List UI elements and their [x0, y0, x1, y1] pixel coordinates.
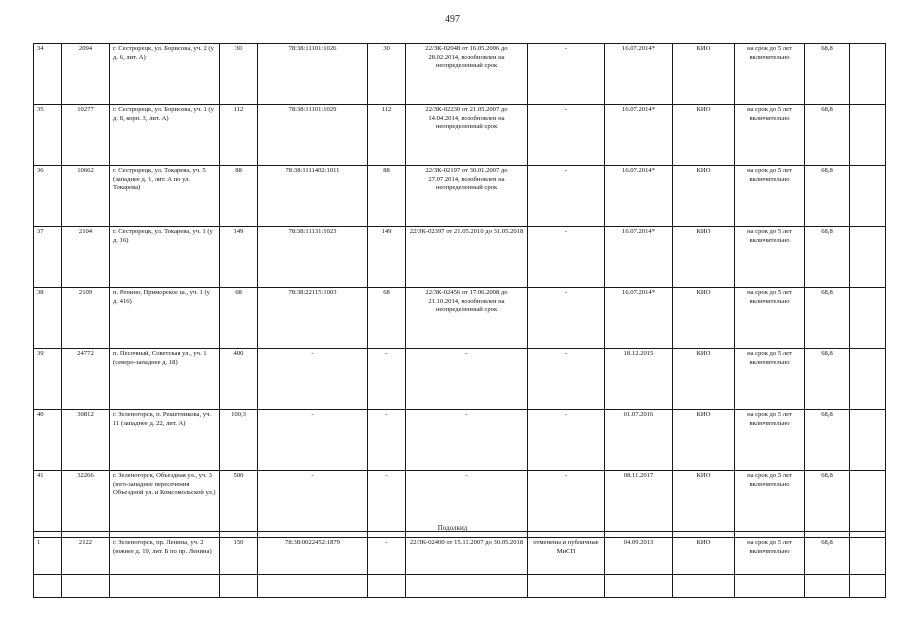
cell-org: КИО: [673, 410, 735, 471]
cell-address: п. Репино, Приморское ш., уч. 1 (у д. 416): [110, 288, 220, 349]
cell-org: КИО: [673, 471, 735, 532]
cell-rate: 68,8: [805, 227, 850, 288]
cell-cadastre: -: [258, 410, 368, 471]
cell-area-2: -: [368, 538, 406, 598]
cell-rate: 68,8: [805, 410, 850, 471]
cell-rate: 68,8: [805, 105, 850, 166]
cell-empty: [850, 349, 886, 410]
cell-term: на срок до 5 лет включительно: [735, 410, 805, 471]
table-row: [34, 471, 886, 532]
cell-number: 1: [34, 538, 62, 598]
cell-note: -: [528, 410, 605, 471]
table-row: [34, 105, 886, 166]
cell-id: 32266: [62, 471, 110, 532]
cell-cadastre: -: [258, 349, 368, 410]
cell-term: на срок до 5 лет включительно: [735, 538, 805, 598]
cell-area-2: -: [368, 471, 406, 532]
cell-note: -: [528, 166, 605, 227]
cell-rate: 68,8: [805, 349, 850, 410]
cell-area-2: 88: [368, 166, 406, 227]
cell-area-2: 112: [368, 105, 406, 166]
cell-area: 88: [220, 166, 258, 227]
cell-number: 34: [34, 44, 62, 105]
cell-org: КИО: [673, 105, 735, 166]
cell-date: 01.07.2016: [605, 410, 673, 471]
cell-cadastre: 78:38:11101:1026: [258, 44, 368, 105]
cell-empty: [850, 44, 886, 105]
cell-note: -: [528, 105, 605, 166]
cell-area: 30: [220, 44, 258, 105]
cell-contract: -: [406, 410, 528, 471]
cell-org: КИО: [673, 288, 735, 349]
cell-contract: 22/ЗК-02456 от 17.06.2008 до 21.10.2014, возобновлен на неопределенный срок: [406, 288, 528, 349]
cell-term: на срок до 5 лет включительно: [735, 288, 805, 349]
cell-rate: 68,8: [805, 471, 850, 532]
cell-empty: [850, 410, 886, 471]
cell-org: КИО: [673, 227, 735, 288]
cell-id: 2122: [62, 538, 110, 598]
cell-org: КИО: [673, 44, 735, 105]
cell-org: КИО: [673, 349, 735, 410]
table-row: [34, 410, 886, 471]
cell-date: 18.12.2015: [605, 349, 673, 410]
cell-address: г. Зеленогорск, пр. Ленина, уч. 2 (южнее д. 19, лит. Б по пр. Ленина): [110, 538, 220, 598]
cell-number: 38: [34, 288, 62, 349]
cell-date: 16.07.2014*: [605, 227, 673, 288]
cell-area: 150: [220, 538, 258, 598]
cell-address: г. Сестрорецк, ул. Токарева, уч. 1 (у д. 16): [110, 227, 220, 288]
cell-cadastre: -: [258, 471, 368, 532]
cell-date: 04.09.2013: [605, 538, 673, 598]
page-number: 497: [445, 14, 460, 25]
cell-term: на срок до 5 лет включительно: [735, 349, 805, 410]
cell-number: 37: [34, 227, 62, 288]
cell-date: 16.07.2014*: [605, 105, 673, 166]
cell-area: 100,3: [220, 410, 258, 471]
main-table: [33, 43, 886, 575]
table-row: [34, 227, 886, 288]
cell-date: 16.07.2014*: [605, 166, 673, 227]
cell-rate: 68,8: [805, 166, 850, 227]
cell-id: 2104: [62, 227, 110, 288]
table-row: [34, 44, 886, 105]
cell-note: -: [528, 471, 605, 532]
cell-id: 30812: [62, 410, 110, 471]
cell-note: -: [528, 44, 605, 105]
table-row: [34, 538, 886, 598]
cell-contract: -: [406, 471, 528, 532]
cell-number: 36: [34, 166, 62, 227]
cell-cadastre: 78:38:11131:1023: [258, 227, 368, 288]
cell-term: на срок до 5 лет включительно: [735, 44, 805, 105]
cell-id: 10662: [62, 166, 110, 227]
cell-contract: -: [406, 349, 528, 410]
cell-note: отменены и публичные МиСП: [528, 538, 605, 598]
cell-term: на срок до 5 лет включительно: [735, 227, 805, 288]
cell-address: г. Зеленогорск, Объездная ул., уч. 3 (юго-западнее пересечения Объездной ул. и Комсомольской ул.): [110, 471, 220, 532]
cell-empty: [850, 166, 886, 227]
cell-term: на срок до 5 лет включительно: [735, 105, 805, 166]
cell-term: на срок до 5 лет включительно: [735, 471, 805, 532]
cell-note: -: [528, 288, 605, 349]
cell-cadastre: 78:38:22115:1003: [258, 288, 368, 349]
cell-cadastre: 78:38:1111402:1011: [258, 166, 368, 227]
cell-contract: 22/ЗК-02197 от 30.01.2007 до 27.07.2014, возобновлен на неопределенный срок: [406, 166, 528, 227]
table-row: [34, 166, 886, 227]
cell-number: 41: [34, 471, 62, 532]
cell-area-2: 30: [368, 44, 406, 105]
cell-empty: [850, 105, 886, 166]
cell-contract: 22/ЗК-02230 от 21.05.2007 до 14.04.2014, возобновлен на неопределенный срок: [406, 105, 528, 166]
cell-area-2: -: [368, 349, 406, 410]
cell-address: г. Сестрорецк, ул. Токарева, уч. 5 (западнее д. 1, лит. А по ул. Токарева): [110, 166, 220, 227]
cell-term: на срок до 5 лет включительно: [735, 166, 805, 227]
cell-contract: 22/ЗК-02048 от 16.05.2006 до 28.02.2014, возобновлен на неопределенный срок: [406, 44, 528, 105]
cell-id: 2094: [62, 44, 110, 105]
cell-area: 149: [220, 227, 258, 288]
cell-rate: 68,8: [805, 538, 850, 598]
cell-area: 400: [220, 349, 258, 410]
cell-area-2: -: [368, 410, 406, 471]
cell-area: 68: [220, 288, 258, 349]
cell-address: г. Сестрорецк, ул. Борисова, уч. 1 (у д. 8, корп. 3, лит. А): [110, 105, 220, 166]
cell-number: 40: [34, 410, 62, 471]
cell-date: 16.07.2014*: [605, 288, 673, 349]
cell-empty: [850, 288, 886, 349]
cell-date: 08.11.2017: [605, 471, 673, 532]
cell-note: -: [528, 349, 605, 410]
cell-area-2: 149: [368, 227, 406, 288]
cell-id: 10277: [62, 105, 110, 166]
cell-address: г. Сестрорецк, ул. Борисова, уч. 2 (у д. 6, лит. А): [110, 44, 220, 105]
cell-contract: 22/ЗК-02400 от 15.11.2007 до 30.05.2018: [406, 538, 528, 598]
cell-date: 16.07.2014*: [605, 44, 673, 105]
cell-address: п. Песочный, Советская ул., уч. 1 (северо-западнее д. 18): [110, 349, 220, 410]
cell-area-2: 68: [368, 288, 406, 349]
cell-rate: 68,8: [805, 288, 850, 349]
cell-note: -: [528, 227, 605, 288]
table-row: [34, 288, 886, 349]
cell-area: 112: [220, 105, 258, 166]
cell-empty: [850, 538, 886, 598]
cell-area: 500: [220, 471, 258, 532]
cell-empty: [850, 227, 886, 288]
cell-number: 39: [34, 349, 62, 410]
cell-cadastre: 78:38:0022452:1879: [258, 538, 368, 598]
cell-rate: 68,8: [805, 44, 850, 105]
cell-empty: [850, 471, 886, 532]
table-row: [34, 349, 886, 410]
cell-number: 35: [34, 105, 62, 166]
cell-org: КИО: [673, 538, 735, 598]
extra-table: [33, 537, 886, 598]
cell-id: 2109: [62, 288, 110, 349]
cell-address: г. Зеленогорск, п. Решетникова, уч. 11 (западнее д. 22, лит. А): [110, 410, 220, 471]
section-caption: Подолкид: [437, 524, 468, 532]
cell-org: КИО: [673, 166, 735, 227]
cell-id: 24772: [62, 349, 110, 410]
cell-contract: 22/ЗК-02397 от 21.05.2010 до 31.05.2018: [406, 227, 528, 288]
cell-cadastre: 78:38:11101:1029: [258, 105, 368, 166]
